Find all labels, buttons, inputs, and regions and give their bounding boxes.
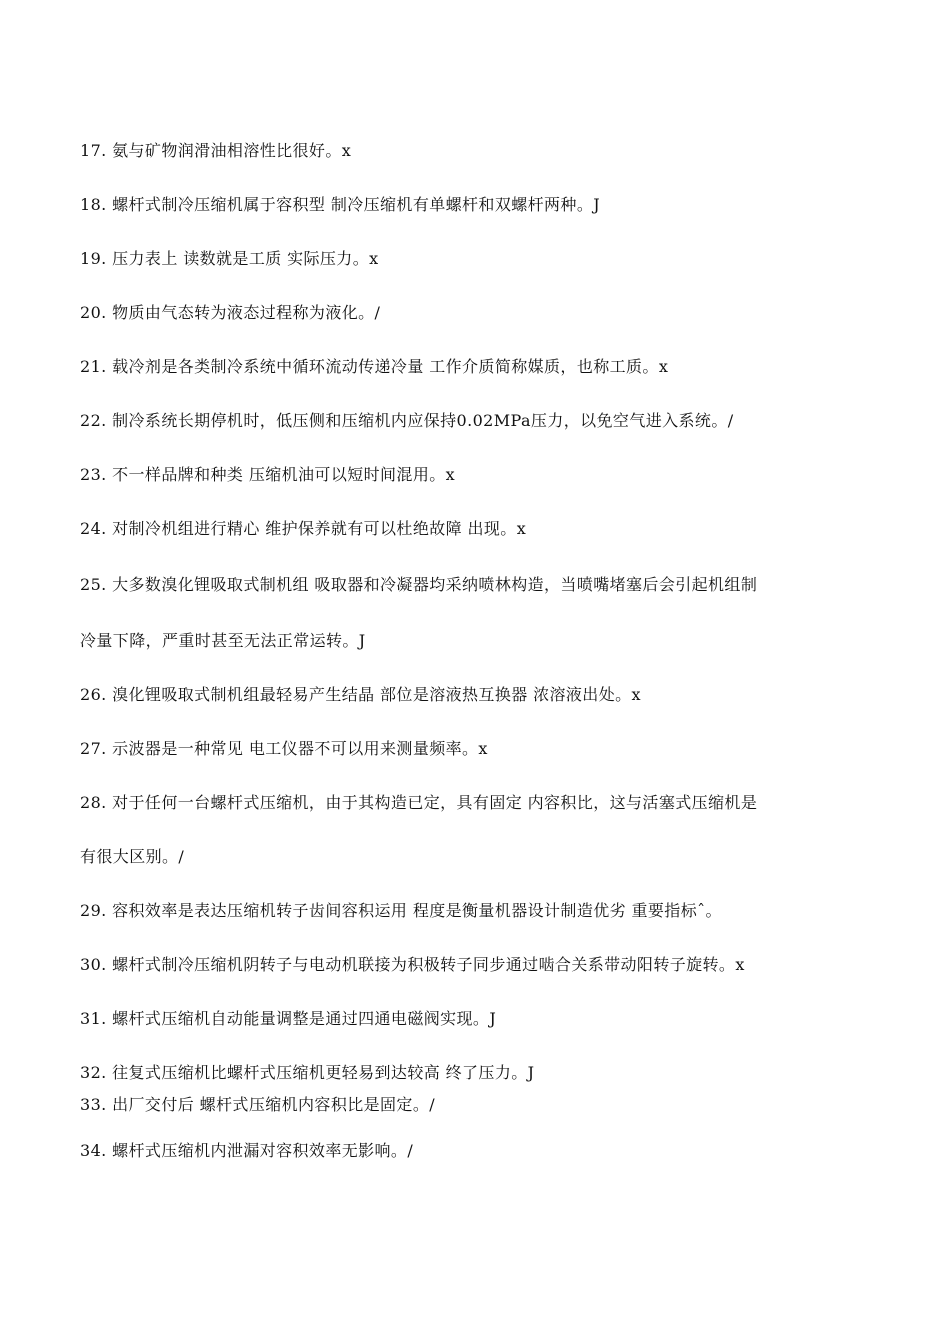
question-33: 33. 出厂交付后 螺杆式压缩机内容积比是固定。/ xyxy=(80,1095,436,1114)
question-34: 34. 螺杆式压缩机内泄漏对容积效率无影响。/ xyxy=(80,1141,414,1160)
question-27: 27. 示波器是一种常见 电工仪器不可以用来测量频率。x xyxy=(80,739,488,758)
question-18: 18. 螺杆式制冷压缩机属于容积型 制冷压缩机有单螺杆和双螺杆两种。J xyxy=(80,195,601,214)
question-24: 24. 对制冷机组进行精心 维护保养就有可以杜绝故障 出现。x xyxy=(80,519,527,538)
question-28: 28. 对于任何一台螺杆式压缩机，由于其构造已定，具有固定 内容积比，这与活塞式压缩机是 xyxy=(80,793,758,812)
question-17: 17. 氨与矿物润滑油相溶性比很好。x xyxy=(80,141,352,160)
question-26: 26. 溴化锂吸取式制机组最轻易产生结晶 部位是溶液热互换器 浓溶液出处。x xyxy=(80,685,641,704)
question-28-continued: 有很大区别。/ xyxy=(80,847,185,866)
question-25: 25. 大多数溴化锂吸取式制机组 吸取器和冷凝器均采纳喷林构造，当喷嘴堵塞后会引起机组制 xyxy=(80,575,758,594)
question-20: 20. 物质由气态转为液态过程称为液化。/ xyxy=(80,303,381,322)
question-21: 21. 载冷剂是各类制冷系统中循环流动传递冷量 工作介质简称媒质，也称工质。x xyxy=(80,357,669,376)
question-19: 19. 压力表上 读数就是工质 实际压力。x xyxy=(80,249,379,268)
question-31: 31. 螺杆式压缩机自动能量调整是通过四通电磁阀实现。J xyxy=(80,1009,497,1028)
question-25-continued: 冷量下降，严重时甚至无法正常运转。J xyxy=(80,631,366,650)
question-23: 23. 不一样品牌和种类 压缩机油可以短时间混用。x xyxy=(80,465,456,484)
question-30: 30. 螺杆式制冷压缩机阴转子与电动机联接为积极转子同步通过啮合关系带动阳转子旋转。x xyxy=(80,955,745,974)
question-22: 22. 制冷系统长期停机时，低压侧和压缩机内应保持0.02MPa压力，以免空气进入系统。/ xyxy=(80,411,734,430)
question-32: 32. 往复式压缩机比螺杆式压缩机更轻易到达较高 终了压力。J xyxy=(80,1063,535,1082)
question-29: 29. 容积效率是表达压缩机转子齿间容积运用 程度是衡量机器设计制造优劣 重要指标ˆ。 xyxy=(80,901,722,920)
